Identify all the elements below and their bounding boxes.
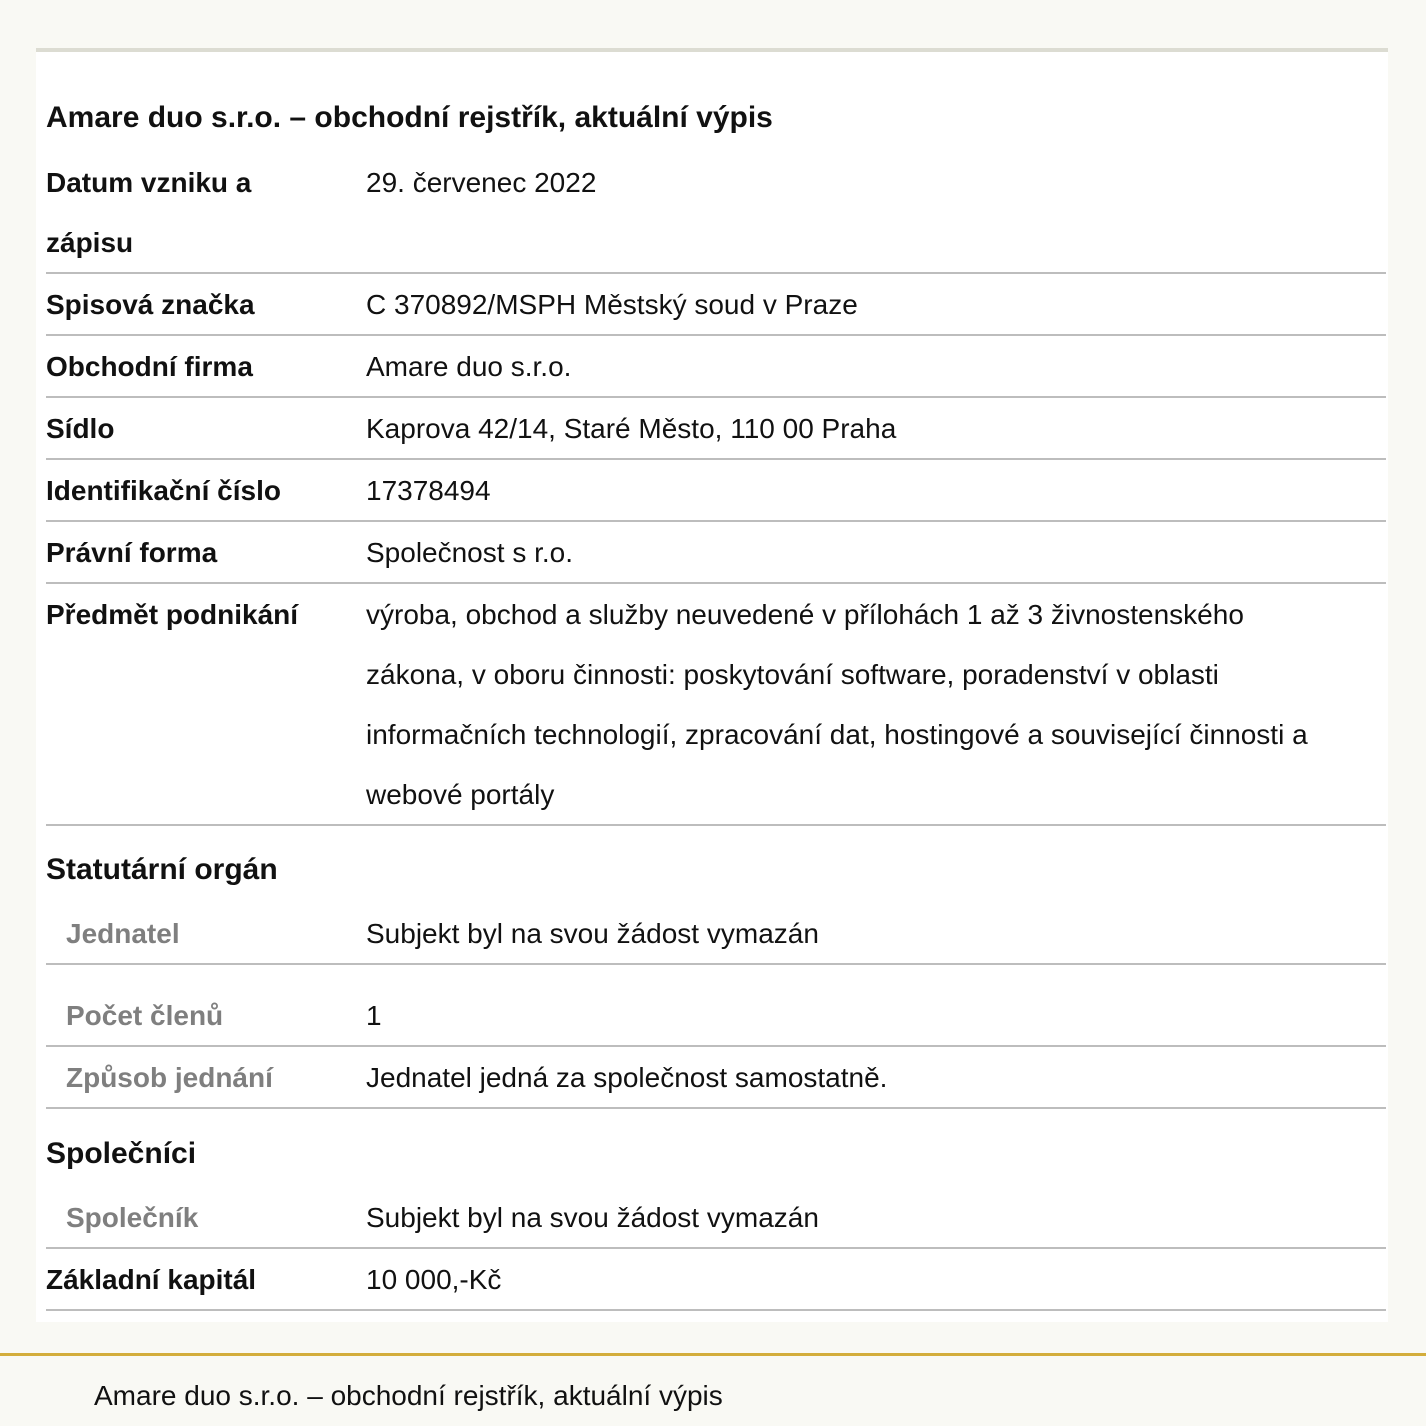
row-company-name (46, 337, 1386, 398)
founding-date-value: 29. červenec 2022 (366, 167, 597, 198)
row-member-count (46, 986, 1386, 1047)
statutory-body-heading: Statutární orgán (46, 853, 278, 886)
executive-label: Jednatel (66, 918, 180, 949)
row-business-activity (46, 585, 1386, 826)
partner-label: Společník (66, 1202, 199, 1233)
business-activity-line: informačních technologií, zpracování dat, hostingové a související činnosti a (366, 719, 1308, 750)
member-count-label: Počet členů (66, 1000, 224, 1031)
company-id-label: Identifikační číslo (46, 475, 281, 506)
file-number-value: C 370892/MSPH Městský soud v Praze (366, 289, 858, 320)
registered-office-value: Kaprova 42/14, Staré Město, 110 00 Praha (366, 413, 897, 444)
company-name-value: Amare duo s.r.o. (366, 351, 572, 382)
file-number-label: Spisová značka (46, 289, 255, 320)
row-partner (46, 1188, 1386, 1249)
share-capital-value: 10 000,-Kč (366, 1264, 502, 1295)
row-legal-form (46, 523, 1386, 584)
page-footer (0, 1353, 1426, 1426)
partner-value: Subjekt byl na svou žádost vymazán (366, 1202, 819, 1233)
member-count-value: 1 (366, 1000, 382, 1031)
partners-heading: Společníci (46, 1137, 197, 1170)
founding-date-label: Datum vzniku a zápisu (46, 167, 252, 258)
business-activity-label: Předmět podnikání (46, 599, 299, 630)
row-founding-date (46, 153, 1386, 274)
row-acting-method (46, 1048, 1386, 1109)
business-activity-line: webové portály (366, 779, 555, 810)
legal-form-label: Právní forma (46, 537, 218, 568)
acting-method-label: Způsob jednání (66, 1062, 273, 1093)
footer-title: Amare duo s.r.o. – obchodní rejstřík, aktuální výpis (94, 1380, 723, 1411)
acting-method-value: Jednatel jedná za společnost samostatně. (366, 1062, 888, 1093)
share-capital-label: Základní kapitál (46, 1264, 257, 1295)
legal-form-value: Společnost s r.o. (366, 537, 574, 568)
row-registered-office (46, 399, 1386, 460)
row-executive (46, 904, 1386, 965)
business-activity-line: výroba, obchod a služby neuvedené v přílohách 1 až 3 živnostenského (366, 599, 1244, 630)
registered-office-label: Sídlo (46, 413, 115, 444)
company-name-label: Obchodní firma (46, 351, 253, 382)
executive-value: Subjekt byl na svou žádost vymazán (366, 918, 819, 949)
business-activity-value (366, 585, 1386, 825)
row-company-id (46, 461, 1386, 522)
row-file-number (46, 275, 1386, 336)
page-title: Amare duo s.r.o. – obchodní rejstřík, aktuální výpis (46, 101, 773, 134)
company-id-value: 17378494 (366, 475, 491, 506)
business-activity-line: zákona, v oboru činnosti: poskytování software, poradenství v oblasti (366, 659, 1219, 690)
row-share-capital (46, 1250, 1386, 1311)
